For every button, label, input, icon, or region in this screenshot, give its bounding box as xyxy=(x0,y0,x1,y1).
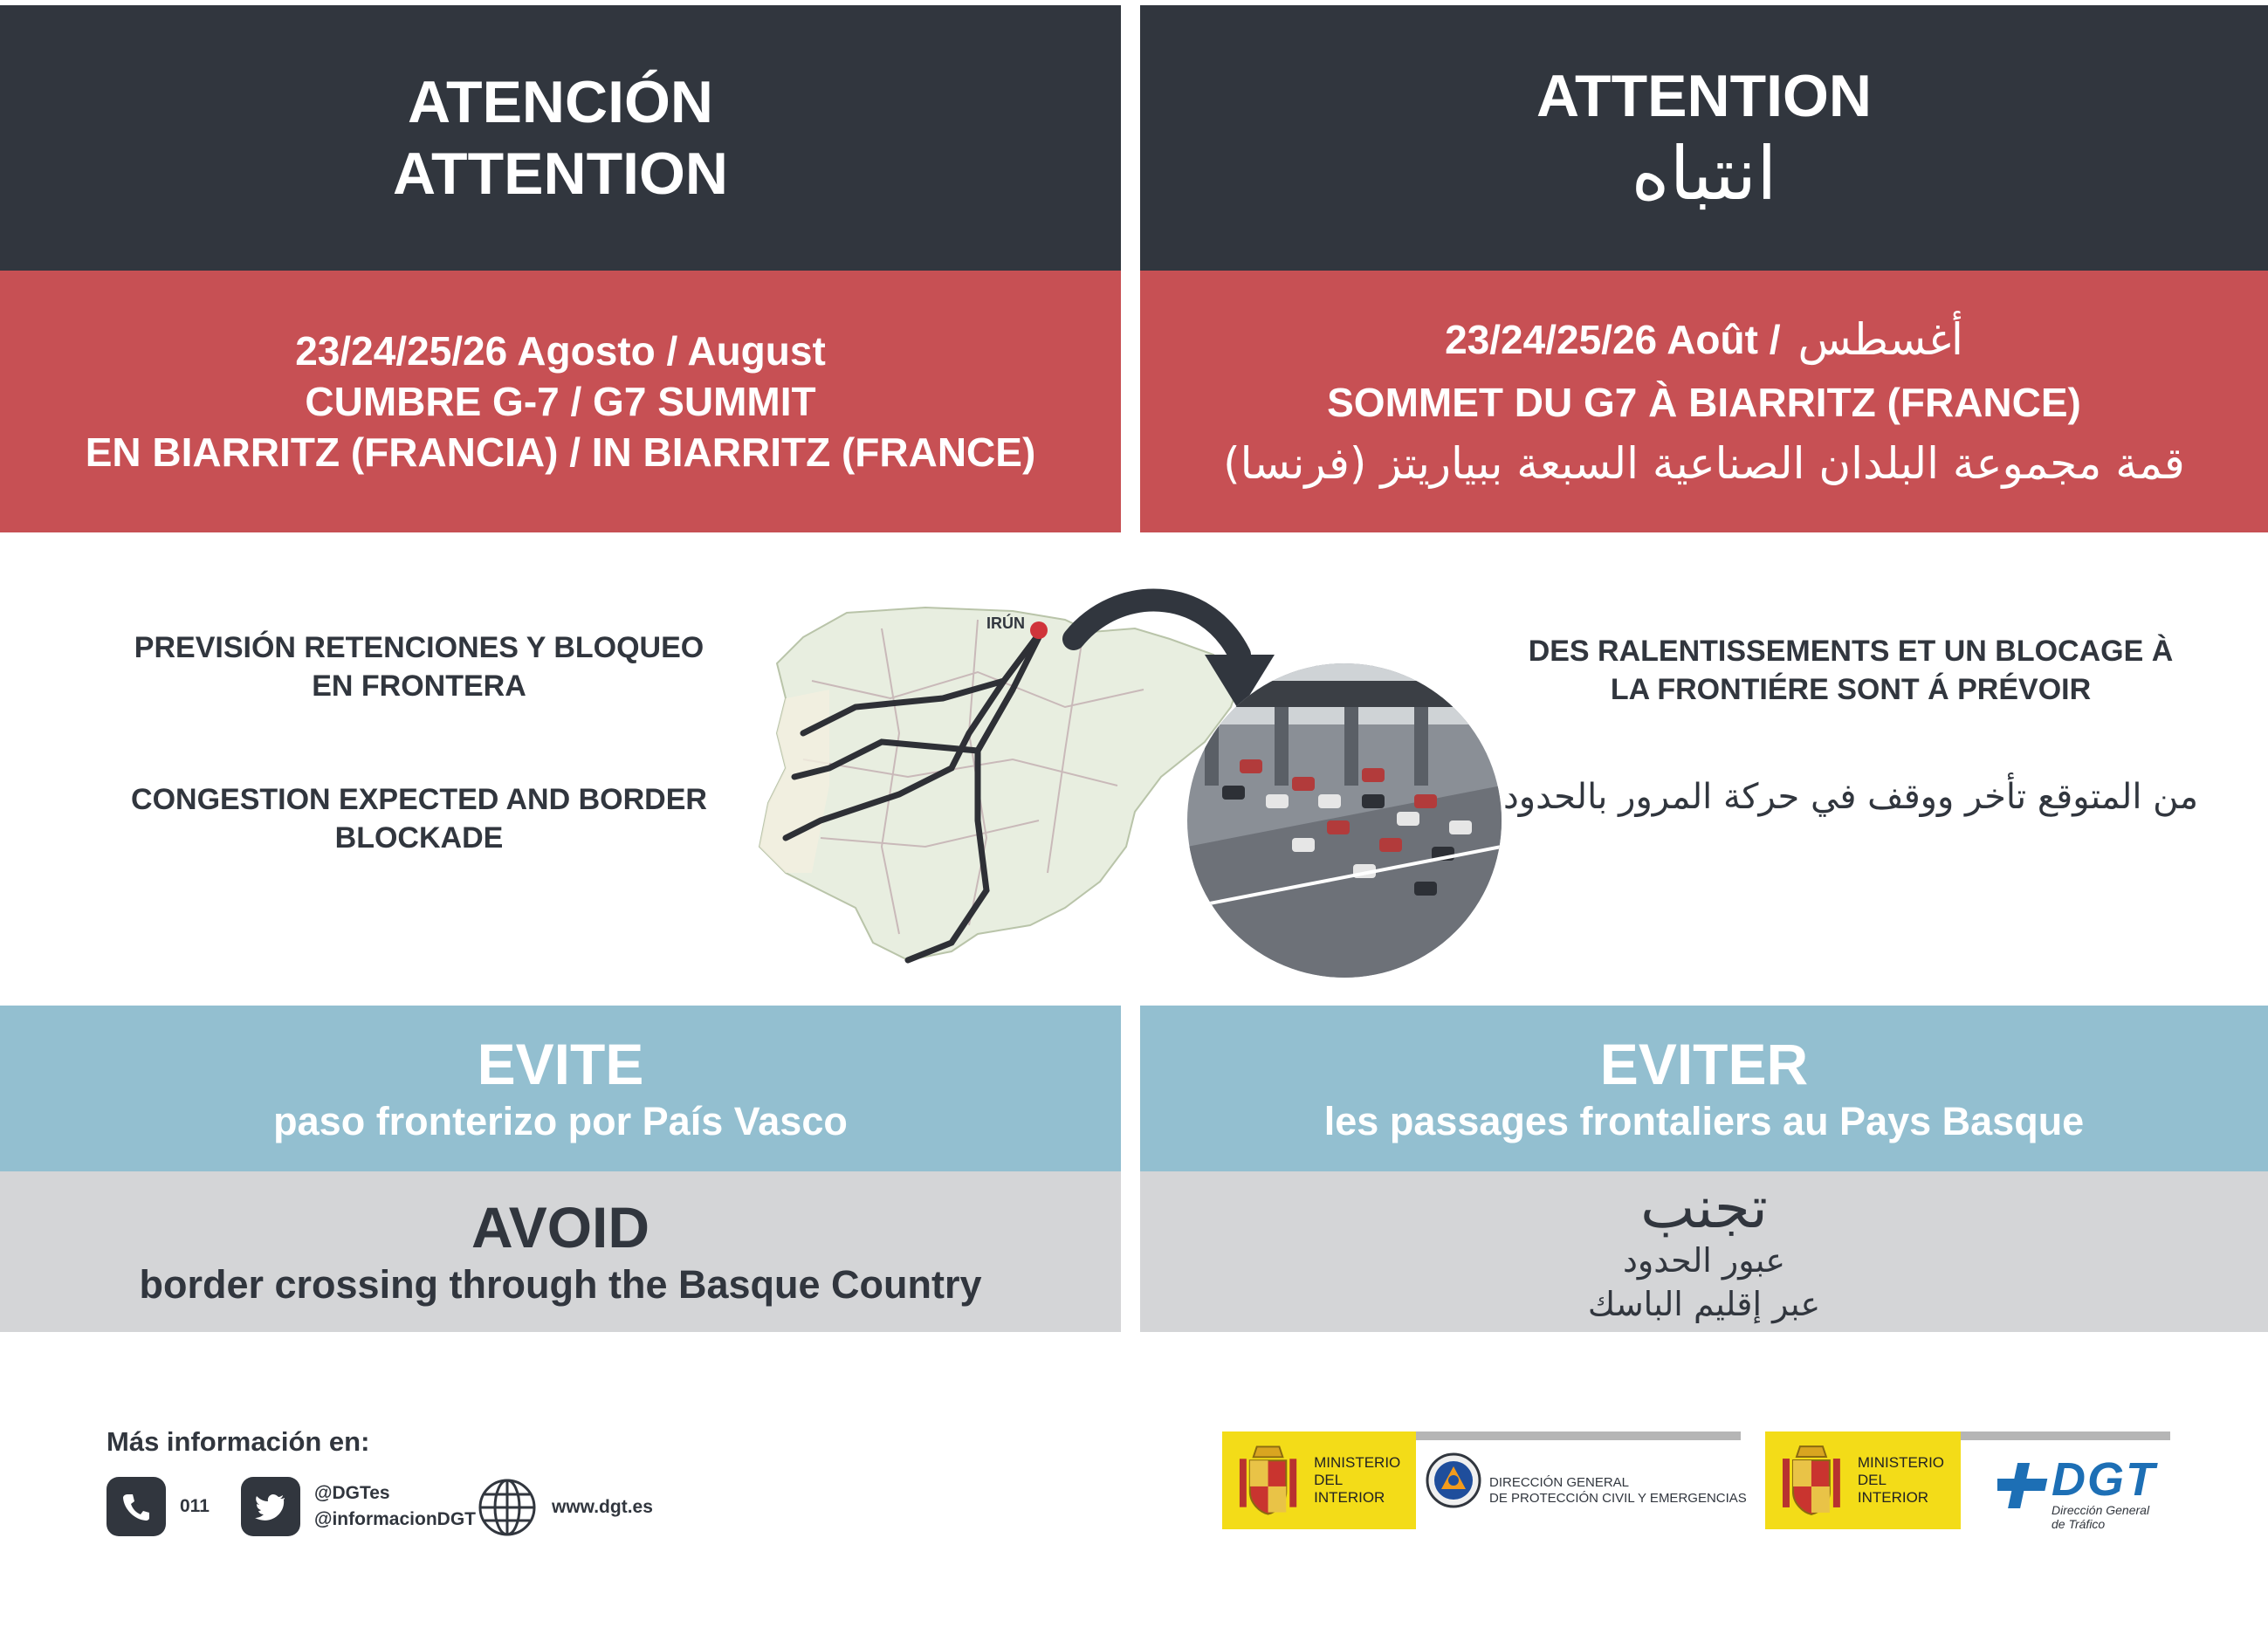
twitter-handle-informaciondgt: @informacionDGT xyxy=(314,1509,476,1529)
toll-booth-photo xyxy=(1187,663,1502,978)
web-address: www.dgt.es xyxy=(552,1497,653,1517)
ministerio-interior-logo-2 xyxy=(1765,1431,1961,1529)
ministerio-text-2: MINISTERIO DEL INTERIOR xyxy=(1857,1454,1945,1506)
avoid-heading: AVOID xyxy=(471,1195,650,1260)
title-attention-fr: ATTENTION xyxy=(1536,63,1873,129)
proteccion-civil-line2: DE PROTECCIÓN CIVIL Y EMERGENCIAS xyxy=(1489,1491,1747,1506)
phone-contact[interactable] xyxy=(107,1477,210,1536)
header-es-en xyxy=(0,5,1121,271)
twitter-contact[interactable] xyxy=(241,1477,476,1536)
summit-es-en: CUMBRE G-7 / G7 SUMMIT xyxy=(305,379,816,424)
spain-coat-of-arms-icon-2 xyxy=(1777,1441,1845,1520)
iberian-peninsula-map xyxy=(759,608,1240,960)
header-fr-ar xyxy=(1140,5,2268,271)
congestion-text-fr: DES RALENTISSEMENTS ET UN BLOCAGE À LA FRONTIÉRE SONT Á PRÉVOIR xyxy=(1528,635,2174,706)
congestion-text-en: CONGESTION EXPECTED AND BORDER BLOCKADE xyxy=(131,783,707,855)
irun-marker xyxy=(1030,621,1048,639)
summit-fr: SOMMET DU G7 À BIARRITZ (FRANCE) xyxy=(1327,380,2081,425)
title-attention-ar: انتباه xyxy=(1631,131,1777,216)
dates-fr: 23/24/25/26 Août / xyxy=(1445,317,1781,362)
location-es-en: EN BIARRITZ (FRANCIA) / IN BIARRITZ (FRANCE) xyxy=(85,429,1036,475)
avoid-ar-box xyxy=(1140,1171,2268,1332)
proteccion-civil-text xyxy=(1489,1475,1747,1507)
dates-fr-ar xyxy=(1445,311,1963,368)
ministerio-text-1: MINISTERIO DEL INTERIOR xyxy=(1314,1454,1401,1506)
congestion-text-ar: من المتوقع تأخر ووقف في حركة المرور بالحدود xyxy=(1502,777,2199,817)
evite-heading: EVITE xyxy=(477,1032,644,1096)
avoid-subtitle: border crossing through the Basque Country xyxy=(139,1262,982,1307)
summit-ar: قمة مجموعة البلدان الصناعية السبعة ببياريتز (فرنسا) xyxy=(1223,438,2185,489)
dgt-logo-mark-icon xyxy=(1997,1459,2053,1512)
phone-number: 011 xyxy=(180,1496,210,1516)
iberia-map-graphic xyxy=(751,559,1519,978)
eviter-subtitle: les passages frontaliers au Pays Basque xyxy=(1323,1099,2085,1143)
avoid-es-box xyxy=(0,1006,1121,1171)
evite-subtitle: paso fronterizo por País Vasco xyxy=(273,1099,848,1143)
avoid-en-box xyxy=(0,1171,1121,1332)
avoid-ar-line1: عبور الحدود xyxy=(1622,1241,1786,1280)
more-info-label: Más información en: xyxy=(107,1426,370,1457)
web-contact[interactable] xyxy=(477,1477,653,1538)
phone-icon xyxy=(107,1477,166,1536)
twitter-handles xyxy=(314,1480,476,1533)
avoid-ar-line2: عبر إقليم الباسك xyxy=(1587,1285,1821,1323)
globe-icon xyxy=(477,1477,538,1538)
twitter-icon xyxy=(241,1477,300,1536)
title-attention-en: ATTENTION xyxy=(392,141,729,207)
eviter-heading: EVITER xyxy=(1599,1032,1809,1096)
summit-info-fr-ar xyxy=(1140,271,2268,532)
avoid-ar-heading: تجنب xyxy=(1640,1174,1768,1241)
dgt-subtitle: Dirección General de Tráfico xyxy=(2052,1503,2150,1531)
spain-coat-of-arms-icon xyxy=(1234,1441,1302,1520)
dgt-logo-text: DGT xyxy=(2052,1453,2156,1506)
proteccion-civil-line1: DIRECCIÓN GENERAL xyxy=(1489,1475,1630,1490)
avoid-fr-box xyxy=(1140,1006,2268,1171)
proteccion-civil-icon xyxy=(1425,1449,1482,1512)
congestion-text-es: PREVISIÓN RETENCIONES Y BLOQUEO EN FRONTERA xyxy=(134,631,704,703)
summit-info-es-en xyxy=(0,271,1121,532)
dates-ar: أغسطس xyxy=(1797,314,1963,365)
title-atencion: ATENCIÓN xyxy=(407,69,714,135)
dates-es-en: 23/24/25/26 Agosto / August xyxy=(295,328,826,374)
twitter-handle-dgtes: @DGTes xyxy=(314,1483,390,1503)
map-label-irun: IRÚN xyxy=(986,614,1025,632)
ministerio-interior-logo-1 xyxy=(1222,1431,1416,1529)
